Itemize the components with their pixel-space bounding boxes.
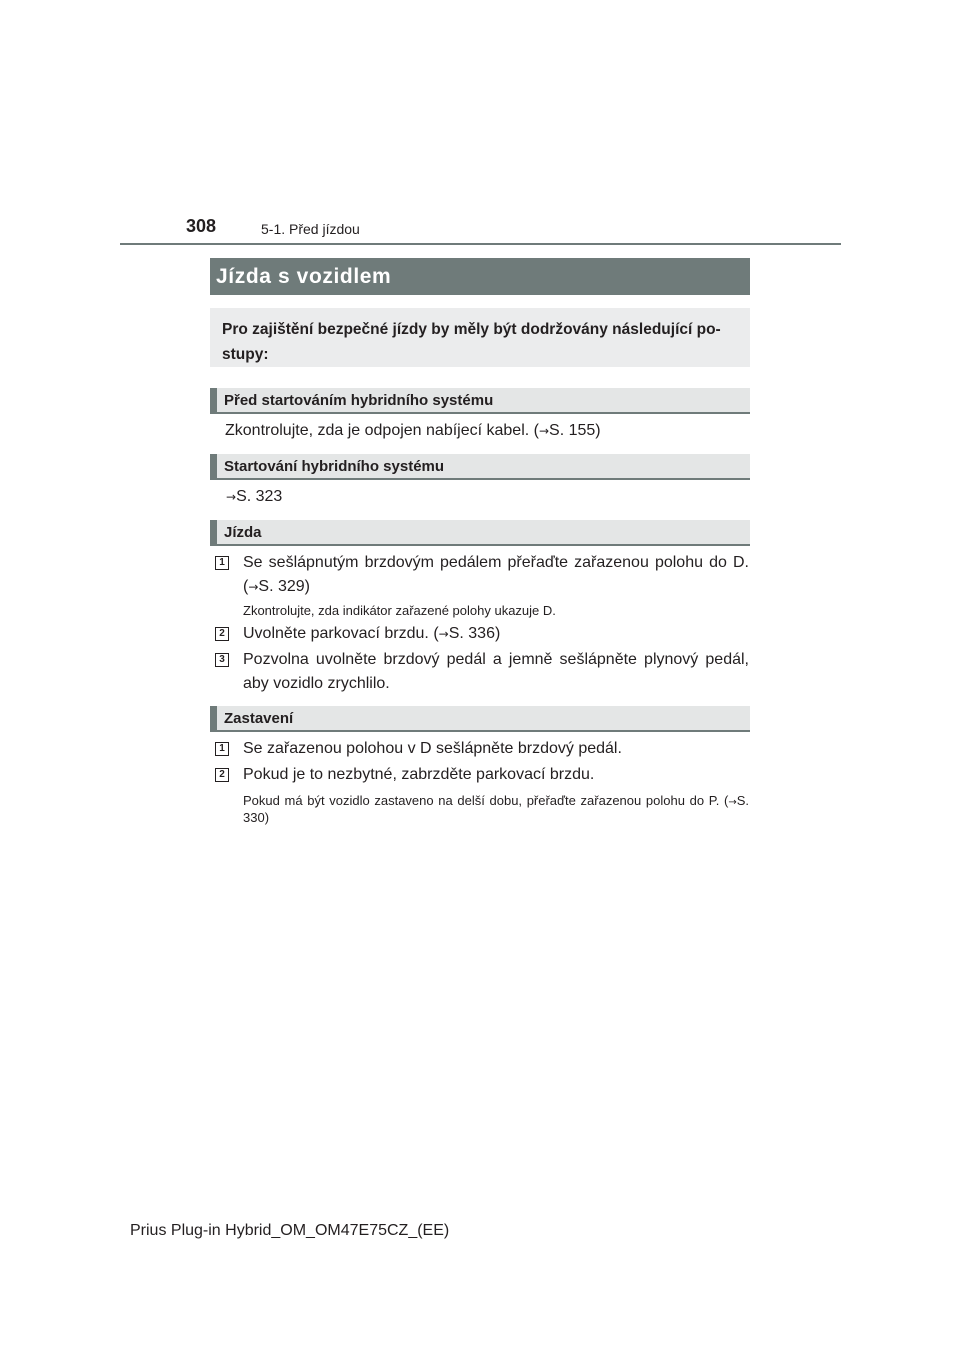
step-text: Pokud je to nezbytné, zabrzděte parkovací brzdu.: [243, 766, 595, 783]
stopping-step-1: [243, 737, 749, 761]
intro-box: [210, 308, 750, 367]
heading-driving: Jízda: [210, 520, 750, 546]
note-text: Pokud má být vozidlo zastaveno na delší dobu, přeřaďte zařazenou polohu do P. (: [243, 793, 729, 808]
step-text: Se zařazenou polohou v D sešlápněte brzdový pedál.: [243, 740, 622, 757]
section-label: 5-1. Před jízdou: [261, 221, 360, 237]
step-ref: S. 329): [258, 578, 310, 595]
stopping-step-2: [243, 763, 749, 787]
step-text: Pozvolna uvolněte brzdový pedál a jemně sešlápněte plynový pedál, aby vozidlo zrychlilo.: [243, 651, 749, 692]
footer-doc-id: Prius Plug-in Hybrid_OM_OM47E75CZ_(EE): [130, 1222, 450, 1239]
step-text: Uvolněte parkovací brzdu. (: [243, 625, 439, 642]
driving-step-2: [243, 622, 749, 646]
intro-text: Pro zajištění bezpečné jízdy by měly být dodržovány následující po-stupy:: [222, 321, 721, 363]
before-start-ref: S. 155): [549, 422, 601, 439]
step-number-box: 3: [215, 653, 229, 667]
step-number-box: 1: [215, 742, 229, 756]
arrow-icon: →: [728, 797, 737, 808]
header-divider: [120, 243, 841, 245]
driving-step-1: [243, 551, 749, 599]
heading-before-start: Před startováním hybridního systému: [210, 388, 750, 414]
step-number-box: 2: [215, 627, 229, 641]
driving-step-3: [243, 648, 749, 696]
heading-starting: Startování hybridního systému: [210, 454, 750, 480]
arrow-icon: →: [248, 580, 259, 594]
before-start-text: [225, 419, 601, 443]
starting-ref-line: [226, 485, 282, 509]
step-ref: S. 336): [448, 625, 501, 642]
arrow-icon: →: [538, 424, 550, 438]
page-number: 308: [186, 216, 217, 236]
note-ref: S. 330): [243, 793, 749, 825]
step-text: Se sešlápnutým brzdovým pedálem přeřaďte zařazenou polohu do D. (: [243, 554, 749, 595]
page-title: Jízda s vozidlem: [210, 258, 750, 295]
stopping-note: [243, 793, 749, 825]
before-start-instruction: Zkontrolujte, zda je odpojen nabíjecí kabel. (: [225, 422, 539, 439]
heading-stopping: Zastavení: [210, 706, 750, 732]
step-number-box: 1: [215, 556, 229, 570]
arrow-icon: →: [438, 627, 449, 641]
step-number-box: 2: [215, 768, 229, 782]
starting-ref: S. 323: [236, 488, 283, 505]
driving-note: Zkontrolujte, zda indikátor zařazené polohy ukazuje D.: [243, 603, 556, 618]
arrow-icon: →: [226, 490, 237, 504]
